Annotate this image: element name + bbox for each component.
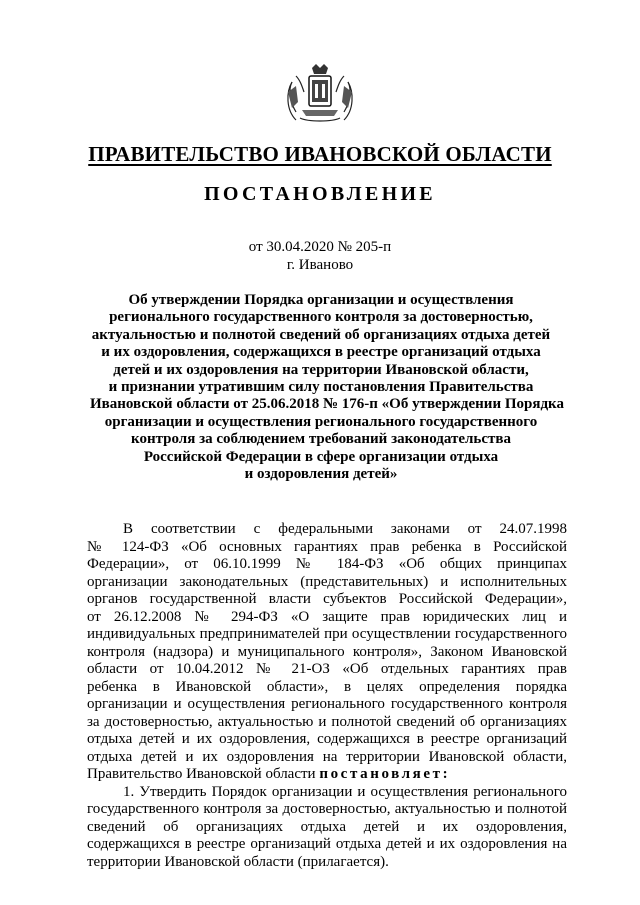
- title-line: детей и их оздоровления на территории Ивановской области,: [113, 361, 529, 378]
- item-line: государственного контроля за достоверностью, актуальностью и полнотой: [87, 801, 567, 817]
- body-line: организации законодательных (представительных) и исполнительных: [87, 573, 567, 590]
- body-line: органов государственной власти субъектов Российской Федерации»,: [87, 591, 567, 607]
- body-line: от 26.12.2008 № 294-ФЗ «О защите прав юридических лиц и: [87, 608, 567, 625]
- title-line: актуальностью и полнотой сведений об организациях отдыха детей: [91, 326, 551, 343]
- body-line: контроля (надзора) и муниципального контроля», Законом Ивановской: [87, 643, 567, 660]
- item-line: сведений об организациях отдыха детей и их оздоровления,: [87, 818, 567, 835]
- resolution-word: постановляет: [319, 766, 443, 782]
- title-line: Ивановской области от 25.06.2018 № 176-п «Об утверждении Порядка: [90, 396, 564, 413]
- body-line: № 124-ФЗ «Об основных гарантиях прав ребенка в Российской: [87, 538, 567, 555]
- item-line: содержащихся в реестре организаций отдыха детей и их оздоровления на: [87, 836, 567, 852]
- body-line: Федерации», от 06.10.1999 № 184-ФЗ «Об общих принципах: [87, 556, 567, 572]
- document-title: [90, 292, 564, 483]
- item-line: 1. Утвердить Порядок организации и осуществления регионального: [123, 783, 567, 800]
- title-line: и их оздоровления, содержащихся в реестре организаций отдыха: [101, 344, 541, 361]
- government-name: ПРАВИТЕЛЬСТВО ИВАНОВСКОЙ ОБЛАСТИ: [88, 142, 552, 166]
- title-line: и оздоровления детей»: [244, 466, 398, 483]
- resolution-line: [87, 766, 567, 784]
- coat-of-arms-emblem: [282, 62, 358, 124]
- body-line: отдыха детей и их оздоровления на территории Ивановской области,: [87, 748, 567, 765]
- title-line: Российской Федерации в сфере организации отдыха: [143, 448, 499, 465]
- body-line: ребенка в Ивановской области», в целях определения порядка: [87, 678, 567, 695]
- document-date-number: от 30.04.2020 № 205-п: [248, 239, 392, 255]
- document-body: [87, 521, 567, 871]
- body-line: отдыха детей и их оздоровления, содержащихся в реестре организаций: [87, 731, 567, 747]
- document-city: г. Иваново: [286, 257, 354, 273]
- title-line: Об утверждении Порядка организации и осуществления: [128, 292, 514, 308]
- resolution-colon: :: [442, 766, 451, 782]
- body-line: организации и осуществления регионального государственного контроля: [87, 696, 567, 712]
- body-line: индивидуальных предпринимателей при осуществлении государственного: [87, 626, 567, 642]
- title-line: организации и осуществления регионального государственного: [104, 413, 538, 430]
- body-line: области от 10.04.2012 № 21-ОЗ «Об отдельных гарантиях прав: [87, 661, 567, 677]
- resolution-prefix: Правительство Ивановской области: [87, 766, 320, 782]
- body-line: В соответствии с федеральными законами от 24.07.1998: [123, 521, 567, 537]
- title-line: и признании утратившим силу постановления Правительства: [108, 379, 534, 396]
- body-line: за достоверностью, актуальностью и полнотой сведений об организациях: [87, 713, 567, 730]
- title-line: контроля за соблюдением требований законодательства: [131, 431, 511, 448]
- document-type: ПОСТАНОВЛЕНИЕ: [204, 183, 436, 205]
- item-line: территории Ивановской области (прилагается).: [87, 853, 389, 870]
- title-line: регионального государственного контроля за достоверностью,: [109, 309, 533, 326]
